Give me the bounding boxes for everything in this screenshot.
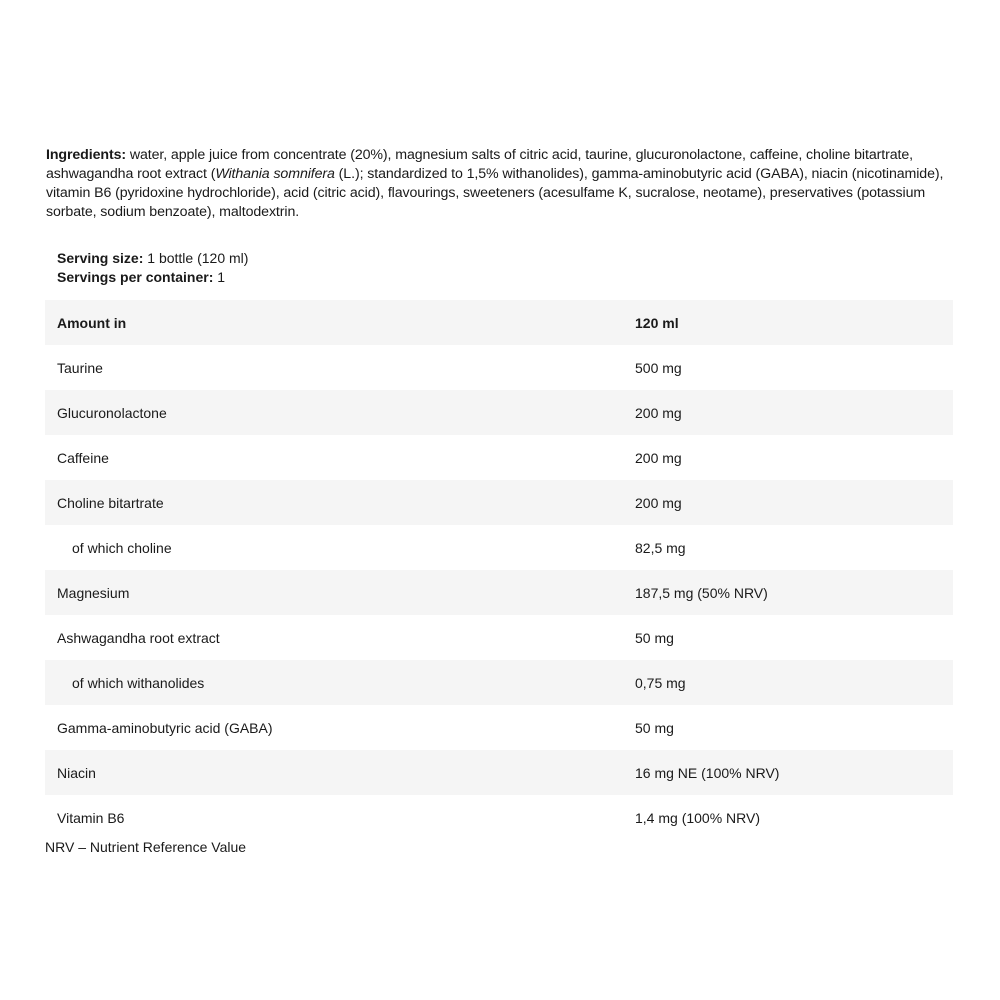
nutrient-amount: 200 mg [635, 404, 682, 421]
serving-size-value: 1 bottle (120 ml) [143, 250, 249, 266]
nutrient-amount: 16 mg NE (100% NRV) [635, 764, 780, 781]
nutrient-amount: 500 mg [635, 359, 682, 376]
footnote: NRV – Nutrient Reference Value [45, 839, 247, 855]
nutrient-name: Taurine [57, 359, 103, 376]
nutrient-amount: 200 mg [635, 449, 682, 466]
nutrient-amount: 50 mg [635, 719, 674, 736]
nutrient-amount: 0,75 mg [635, 674, 686, 691]
ingredients-latin-name: Withania somnifera [215, 166, 335, 182]
servings-per-container-label: Servings per container: [57, 269, 214, 285]
table-row [45, 615, 953, 660]
nutrient-name: Vitamin B6 [57, 809, 125, 826]
nutrient-name: of which withanolides [72, 674, 205, 691]
nutrient-amount: 200 mg [635, 494, 682, 511]
table-row [45, 480, 953, 525]
serving-info [57, 249, 248, 287]
table-row [45, 660, 953, 705]
header-amount: 120 ml [635, 314, 679, 331]
nutrient-amount: 187,5 mg (50% NRV) [635, 584, 768, 601]
table-header-row [45, 300, 953, 345]
table-row [45, 705, 953, 750]
nutrient-amount: 1,4 mg (100% NRV) [635, 809, 761, 826]
servings-per-container-value: 1 [213, 269, 226, 285]
nutrient-name: Choline bitartrate [57, 494, 164, 511]
nutrient-name: Ashwagandha root extract [57, 629, 220, 646]
ingredients-label: Ingredients: [46, 147, 126, 163]
nutrient-name: Gamma-aminobutyric acid (GABA) [57, 719, 273, 736]
table-row [45, 795, 953, 840]
ingredients-text: water, apple juice from concentrate (20%), magnesium salts of citric acid, taurine, glucuronolactone, caffeine, choline bitartrate, ashwagandha root extract ( [46, 147, 913, 182]
nutrient-name: Glucuronolactone [57, 404, 167, 421]
nutrient-name: Caffeine [57, 449, 109, 466]
serving-size-label: Serving size: [57, 250, 144, 266]
table-row [45, 345, 953, 390]
nutrient-amount: 50 mg [635, 629, 674, 646]
header-nutrient: Amount in [57, 314, 127, 331]
nutrient-name: Niacin [57, 764, 96, 781]
table-row [45, 750, 953, 795]
table-row [45, 390, 953, 435]
nutrition-table [45, 300, 953, 840]
table-row [45, 525, 953, 570]
ingredients-text-cont: (L.); standardized to 1,5% withanolides), gamma-aminobutyric acid (GABA), niacin (nicotinamide), vitamin B6 (pyridoxine hydrochloride), acid (citric acid), flavourings, sweeteners (acesulfame K, sucralose, neotame), preservatives (potassium sorbate, sodium benzoate), maltodextrin. [46, 166, 944, 220]
nutrient-amount: 82,5 mg [635, 539, 686, 556]
table-row [45, 570, 953, 615]
ingredients-paragraph [46, 146, 961, 222]
nutrient-name: of which choline [72, 539, 172, 556]
nutrient-name: Magnesium [57, 584, 130, 601]
table-row [45, 435, 953, 480]
